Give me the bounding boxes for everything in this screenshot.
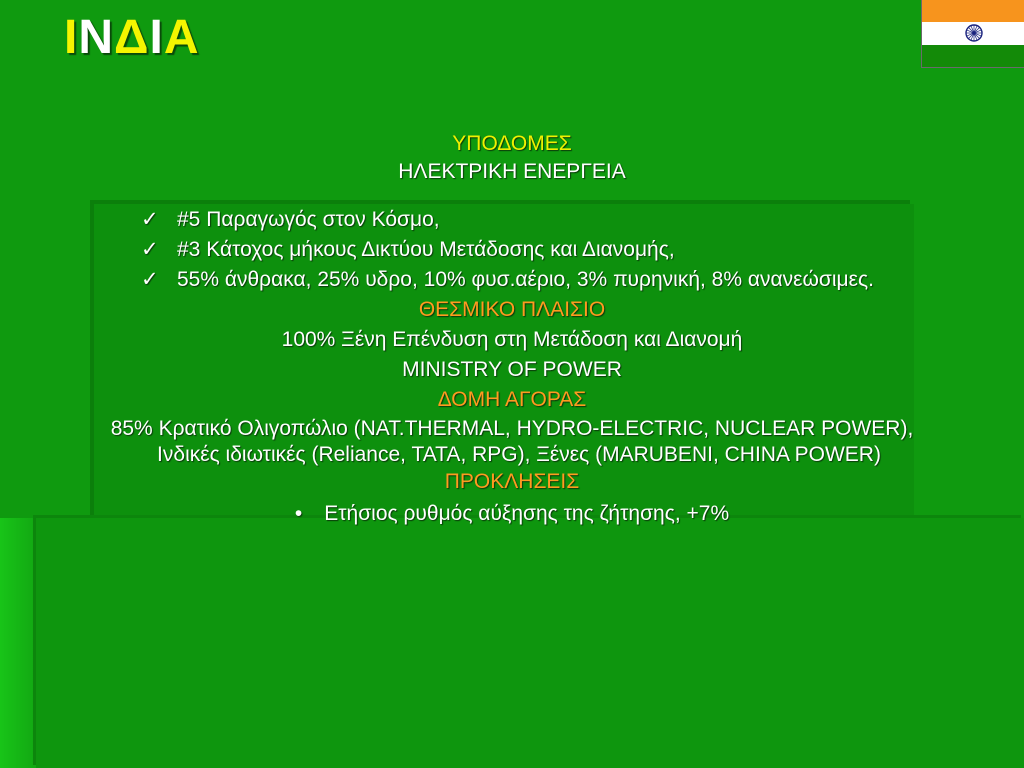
framework-line-1: 100% Ξένη Επένδυση στη Μετάδοση και Διανομή [281, 328, 743, 351]
checkmark-icon: ✓ [141, 238, 159, 261]
background-strip-left [0, 518, 36, 768]
list-item [141, 266, 877, 294]
market-heading: ΔΟΜΗ ΑΓΟΡΑΣ [437, 388, 587, 411]
framework-line-2: MINISTRY OF POWER [402, 358, 622, 381]
checkmark-icon: ✓ [141, 208, 159, 231]
title-letter: A [163, 11, 200, 64]
slide-title [64, 10, 200, 65]
challenges-heading: ΠΡΟΚΛΗΣΕΙΣ [444, 470, 580, 493]
list-item-text: #5 Παραγωγός στον Κόσμο, [177, 208, 440, 231]
section-heading: ΥΠΟΔΟΜΕΣ [452, 132, 572, 155]
facts-checklist [0, 206, 877, 294]
checkmark-icon: ✓ [141, 268, 159, 291]
list-item-text: #3 Κάτοχος μήκους Δικτύου Μετάδοσης και Διανομής, [177, 238, 675, 261]
title-letter: I [64, 11, 79, 64]
title-letter: I [149, 11, 164, 64]
flag-green-stripe [922, 45, 1024, 67]
flag-saffron-stripe [922, 0, 1024, 22]
framework-heading: ΘΕΣΜΙΚΟ ΠΛΑΙΣΙΟ [418, 298, 606, 321]
challenges-item [0, 500, 1024, 528]
india-flag-icon [921, 0, 1024, 68]
background-panel-lower [36, 518, 1024, 768]
list-item-text: 55% άνθρακα, 25% υδρο, 10% φυσ.αέριο, 3% πυρηνική, 8% ανανεώσιμες. [177, 268, 874, 291]
ashoka-chakra-icon [964, 23, 984, 43]
list-item [141, 236, 877, 264]
slide-content [0, 130, 1024, 528]
list-item [141, 206, 877, 234]
bullet-icon: • [294, 502, 303, 525]
section-subheading: ΗΛΕΚΤΡΙΚΗ ΕΝΕΡΓΕΙΑ [398, 160, 626, 183]
flag-white-stripe [922, 22, 1024, 44]
market-text: 85% Κρατικό Ολιγοπώλιο (NAT.THERMAL, HYDRO-ELECTRIC, NUCLEAR POWER), Ινδικές ιδιωτικές (Reliance, TATA, RPG), Ξένες (MARUBENI, CHINA POWER) [110, 417, 914, 466]
challenges-item-text: Ετήσιος ρυθμός αύξησης της ζήτησης, +7% [324, 502, 730, 525]
title-letter: N [78, 11, 115, 64]
title-letter: Δ [114, 11, 150, 64]
